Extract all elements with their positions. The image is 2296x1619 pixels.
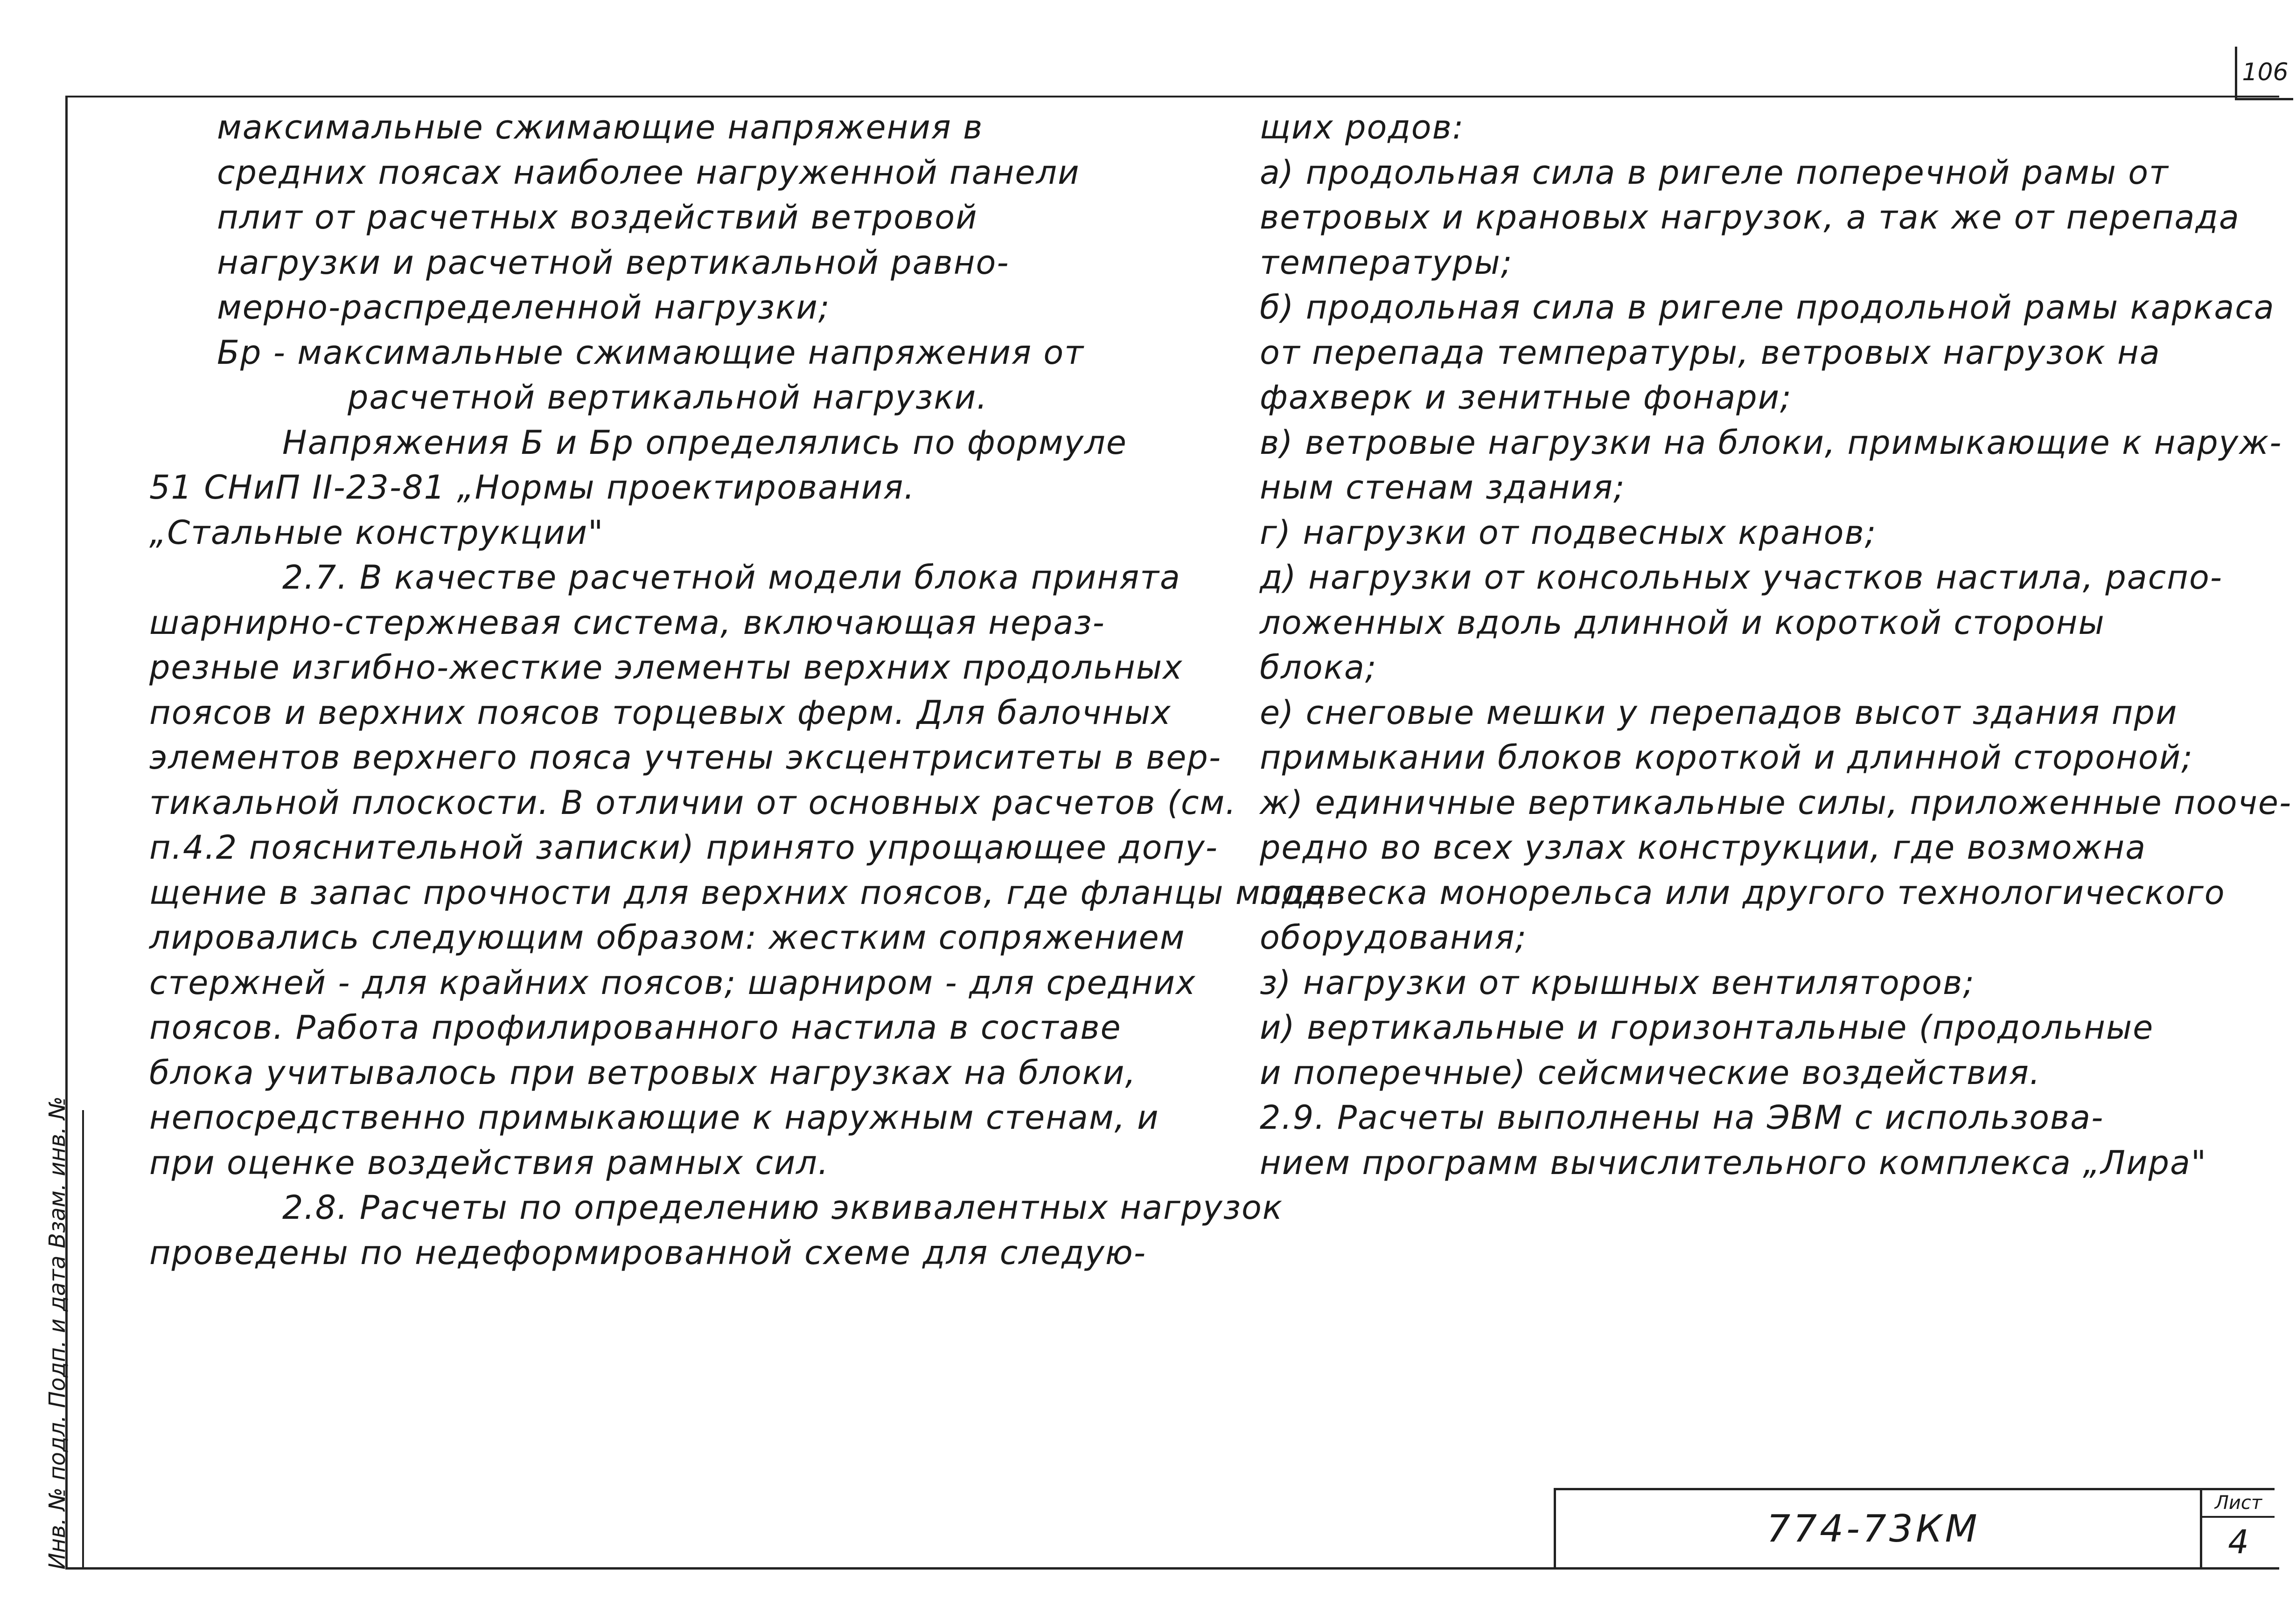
text-line: 2.7. В качестве расчетной модели блока принята [282,558,1181,597]
text-line: мерно-распределенной нагрузки; [217,288,830,327]
text-line: фахверк и зенитные фонари; [1260,378,1792,417]
text-line: лировались следующим образом: жестким сопряжением [149,918,1186,957]
left-text-column [149,105,1340,1275]
text-line: Напряжения Б и Бр определялись по формуле [282,423,1127,462]
text-line: шарнирно-стержневая система, включающая нераз- [149,603,1105,642]
text-line: поясов и верхних поясов торцевых ферм. Для балочных [149,693,1172,732]
text-line: а) продольная сила в ригеле поперечной рамы от [1260,153,2169,192]
text-line: подвеска монорельса или другого технологического [1260,873,2226,912]
text-line: ветровых и крановых нагрузок, а так же от перепада [1260,198,2240,236]
text-line: „Стальные конструкции" [149,513,604,552]
text-line: щение в запас прочности для верхних поясов, где фланцы моде- [149,873,1340,912]
text-line: проведены по недеформированной схеме для следую- [149,1233,1147,1272]
text-line: оборудования; [1260,918,1528,957]
text-line: блока учитывалось при ветровых нагрузках на блоки, [149,1053,1137,1092]
title-block-stamp [1554,1488,2275,1567]
text-line: б) продольная сила в ригеле продольной рамы каркаса [1260,288,2275,327]
text-line: ным стенам здания; [1260,468,1626,507]
text-line: и поперечные) сейсмические воздействия. [1260,1053,2041,1092]
text-line: максимальные сжимающие напряжения в [217,108,984,146]
right-text-column [1260,105,2292,1185]
text-line: тикальной плоскости. В отличии от основных расчетов (см. [149,783,1237,822]
margin-text: Инв. № подл. Подп. и дата Взам. инв. № [44,1096,70,1570]
text-line: нагрузки и расчетной вертикальной равно- [217,243,1010,282]
text-line: от перепада температуры, ветровых нагрузок на [1260,333,2161,372]
sheet-label: Лист [2202,1490,2275,1518]
text-line: резные изгибно-жесткие элементы верхних продольных [149,648,1183,687]
text-line: редно во всех узлах конструкции, где возможна [1260,828,2147,867]
text-line: плит от расчетных воздействий ветровой [217,198,978,236]
page-number: 106 [2235,47,2293,100]
text-line: в) ветровые нагрузки на блоки, примыкающие к наруж- [1260,423,2282,462]
text-line: 51 СНиП II-23-81 „Нормы проектирования. [149,468,915,507]
text-line: г) нагрузки от подвесных кранов; [1260,513,1877,552]
text-line: средних поясах наиболее нагруженной панели [217,153,1080,192]
text-line: стержней - для крайних поясов; шарниром - для средних [149,963,1196,1002]
text-line: температуры; [1260,243,1513,282]
text-line: п.4.2 пояснительной записки) принято упрощающее допу- [149,828,1219,867]
text-line: д) нагрузки от консольных участков настила, распо- [1260,558,2223,597]
text-line: поясов. Работа профилированного настила в составе [149,1008,1122,1047]
text-line: ж) единичные вертикальные силы, приложенные пооче- [1260,783,2292,822]
text-line: щих родов: [1260,108,1465,146]
text-line: ложенных вдоль длинной и короткой стороны [1260,603,2105,642]
margin-signature-strip [5,1096,84,1570]
text-line: элементов верхнего пояса учтены эксцентриситеты в вер- [149,738,1222,777]
sheet-number: 4 [2228,1523,2249,1561]
text-line: примыкании блоков короткой и длинной стороной; [1260,738,2193,777]
drawing-code: 774-73КМ [1766,1507,1980,1550]
text-line: и) вертикальные и горизонтальные (продольные [1260,1008,2154,1047]
text-line: блока; [1260,648,1377,687]
sheet-cell [2200,1490,2275,1567]
text-line: Бр - максимальные сжимающие напряжения от [217,333,1084,372]
text-line: расчетной вертикальной нагрузки. [348,378,988,417]
text-line: з) нагрузки от крышных вентиляторов; [1260,963,1975,1002]
text-line: непосредственно примыкающие к наружным стенам, и [149,1098,1159,1137]
text-line: при оценке воздействия рамных сил. [149,1143,830,1182]
text-line: 2.8. Расчеты по определению эквивалентных нагрузок [282,1188,1284,1227]
text-line: е) снеговые мешки у перепадов высот здания при [1260,693,2178,732]
text-line: 2.9. Расчеты выполнены на ЭВМ с использова- [1260,1098,2104,1137]
text-line: нием программ вычислительного комплекса „Лира" [1260,1143,2207,1182]
